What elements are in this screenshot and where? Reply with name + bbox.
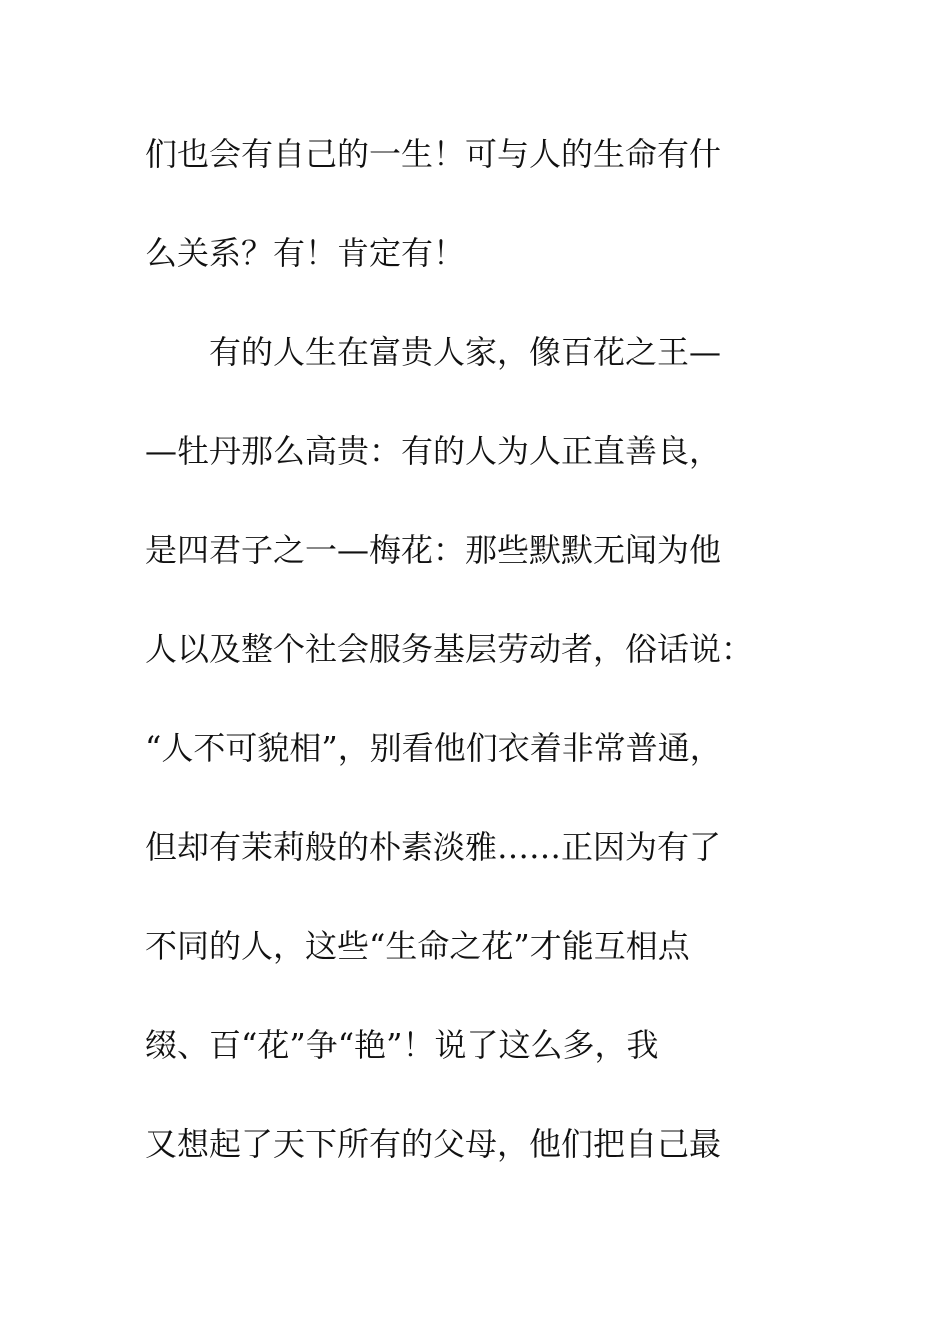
text-line: 是四君子之一—梅花：那些默默无闻为他: [145, 531, 722, 569]
text-line: 不同的人，这些“生命之花”才能互相点: [145, 927, 690, 965]
text-line: —牡丹那么高贵：有的人为人正直善良，: [145, 432, 722, 470]
text-line: 但却有茉莉般的朴素淡雅……正因为有了: [145, 828, 722, 866]
text-line: 缀、百“花”争“艳”！说了这么多，我: [145, 1026, 659, 1064]
text-line: 又想起了天下所有的父母，他们把自己最: [145, 1125, 722, 1163]
text-line: “人不可貌相”，别看他们衣着非常普通，: [145, 729, 722, 767]
text-line: 有的人生在富贵人家，像百花之王—: [145, 333, 722, 371]
body-text: [145, 124, 805, 1213]
text-line: 么关系？有！肯定有！: [145, 234, 466, 272]
text-line: 们也会有自己的一生！可与人的生命有什: [145, 135, 722, 173]
text-line: 人以及整个社会服务基层劳动者，俗话说：: [145, 630, 754, 668]
